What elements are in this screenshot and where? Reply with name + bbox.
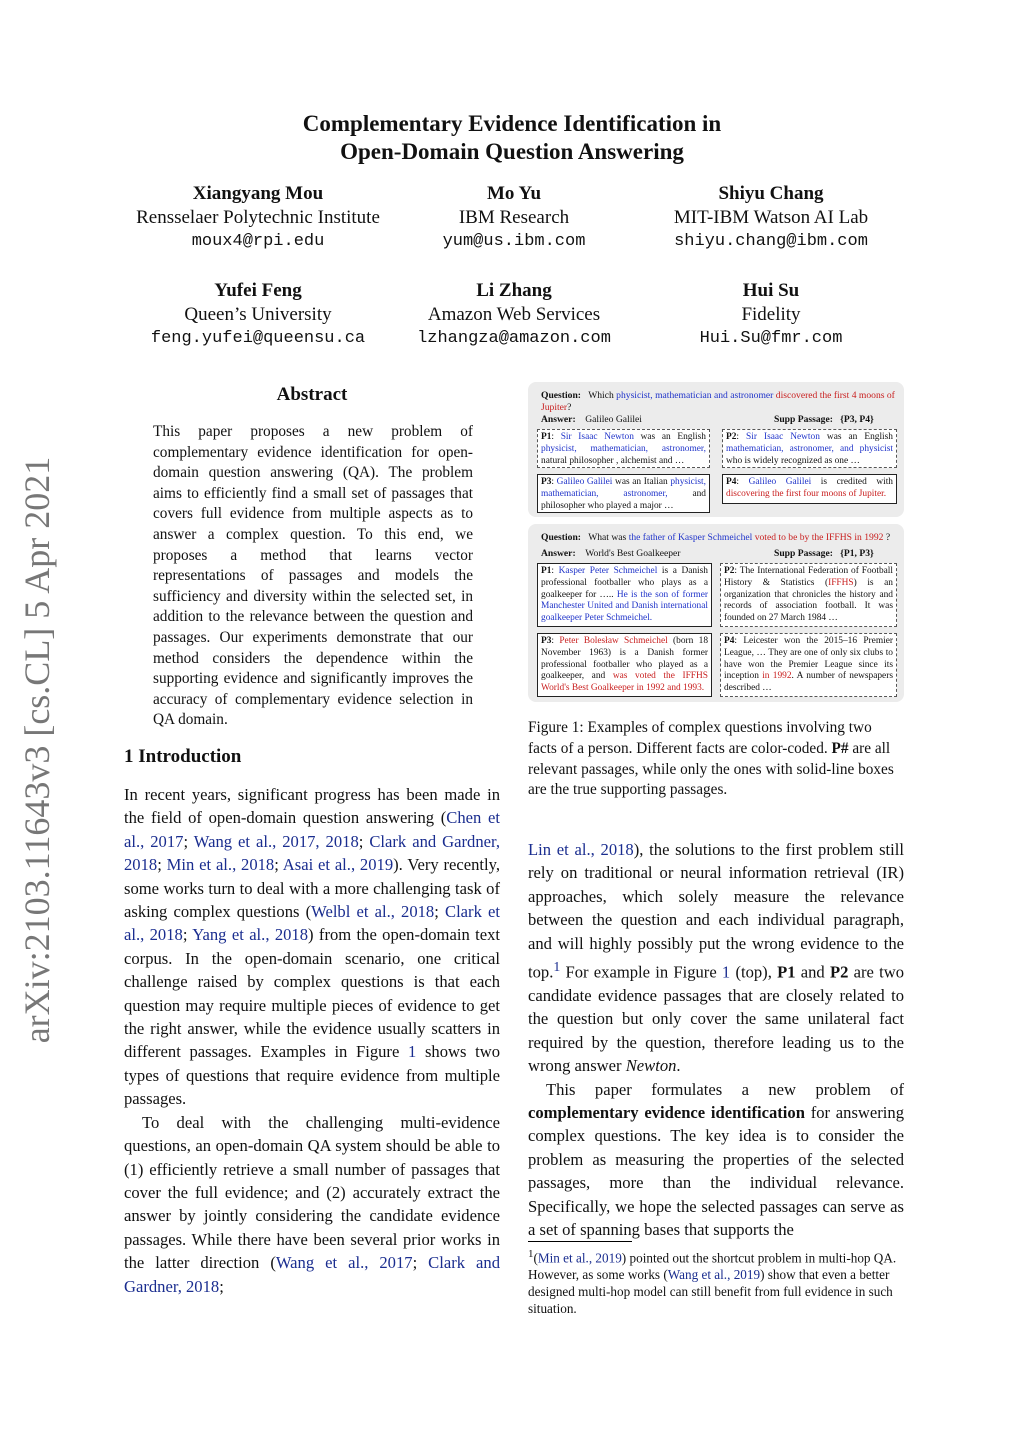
text-span: Galileo Galilei [556, 477, 613, 487]
author-email: moux4@rpi.edu [191, 232, 325, 251]
passage-label: P2 [724, 566, 735, 576]
text-span: For example in Figure [560, 962, 722, 982]
author-affiliation: MIT-IBM Watson AI Lab [673, 207, 869, 228]
passage-label: P4 [726, 477, 737, 487]
text-span: Kasper Peter Schmeichel [558, 566, 658, 576]
text-span: was an English [633, 432, 706, 442]
text-span: the father of Kasper Schmeichel [628, 532, 753, 543]
passage-box: P4: Galileo Galilei is credited with discovering the first four moons of Jupiter. [722, 474, 897, 504]
passage-label: P3 [541, 477, 552, 487]
passage-box: P1: Sir Isaac Newton was an English physicist, mathematician, astronomer, natural philosopher , alchemist and … [537, 429, 710, 468]
text-span: discovered the first 4 moons of Jupiter [541, 390, 895, 413]
intro-paragraph-1: In recent years, significant progress has been made in the field of open-domain question answering (Chen et al., 2017; Wang et al., 2017, 2018; Clark and Gardner, 2018; Min et al., 2018; Asai et al., 2019). Very recently, some works turn to deal with a more challenging task of asking complex questions (Welbl et al., 2018; Clark et al., 2018; Yang et al., 2018) from the open-domain text corpus. In the open-domain scenario, one critical challenge raised by complex questions is that each question may require multiple pieces of evidence to get the right answer, while the evidence usually scatters in different passages. Examples in Figure 1 shows two types of questions that require evidence from multiple passages. [124, 785, 500, 1109]
passage-label: P4 [724, 636, 735, 646]
text-span: (top), [730, 962, 778, 982]
author-affiliation: Rensselaer Polytechnic Institute [136, 207, 380, 228]
text-span: is credited with [811, 477, 893, 487]
text-span: This paper formulates a new problem of [546, 1079, 904, 1099]
passage-box: P3: Galileo Galilei was an Italian physicist, mathematician, astronomer, and philosopher who played a major … [537, 474, 710, 513]
footnote-number: 1 [528, 1248, 534, 1260]
author-name: Shiyu Chang [718, 183, 824, 204]
text-span: physicist, mathematician, astronomer, [541, 443, 706, 454]
author-affiliation: Queen’s University [184, 304, 332, 325]
figure-answer [541, 548, 741, 560]
intro-column-right [528, 838, 904, 1241]
text-span: ; [219, 1276, 224, 1296]
figure-question [541, 532, 897, 544]
text-span: complementary evidence identification [528, 1103, 805, 1122]
citation-link[interactable]: Yang et al., 2018 [192, 925, 309, 945]
text-span: physicist, mathematician, astronomer, [541, 477, 707, 499]
passage-label: P1 [541, 432, 552, 442]
author-name: Li Zhang [476, 280, 552, 301]
passage-label: P1 [541, 566, 552, 576]
text-span: pointed out the shortcut problem in multi-hop QA. However, as some works ( [528, 1250, 897, 1283]
passage-box [720, 633, 897, 697]
text-span: ), the solutions to the first problem still rely on traditional or neural information retrieval (IR) approaches, which solely measure the relevance between the question and each individual paragraph, and will highly possibly put the wrong evidence to the top. [528, 840, 904, 982]
paper-title [0, 110, 1024, 166]
question-label: Question: [541, 390, 581, 401]
text-span: Peter Bolesław Schmeichel [559, 636, 668, 646]
author-affiliation: Fidelity [741, 304, 801, 325]
text-span: was an Italian [612, 477, 671, 487]
text-span: Sir Isaac Newton [746, 432, 820, 442]
passage-box: P1: Kasper Peter Schmeichel is a Danish professional footballer who plays as a goalkeeper for ….. He is the son of former Manchester United and Danish international goalkeeper Peter Schmeichel. [537, 563, 712, 627]
text-span: Galileo Galilei [748, 477, 812, 487]
citation-link[interactable]: Wang et al., 2017 [275, 1253, 413, 1273]
citation-link[interactable]: Clark and Gardner, 2018 [124, 831, 500, 875]
text-span: {P1, P3} [840, 548, 874, 559]
author-block [364, 279, 664, 351]
text-span: ? [567, 402, 572, 413]
figure-caption [528, 718, 904, 801]
text-span: In recent years, significant progress has been made in the field of open-domain question answering ( [124, 785, 500, 828]
author-block [108, 279, 408, 351]
text-span: P1 [777, 962, 796, 982]
text-span: natural philosopher , alchemist and … [541, 455, 685, 466]
text-span: . [676, 1056, 681, 1076]
supp-label: Supp Passage: [774, 414, 833, 425]
text-span: and [795, 962, 830, 982]
text-span: Which [588, 390, 617, 401]
intro-paragraph-3 [528, 1078, 904, 1242]
passage-label: P2 [726, 432, 737, 442]
title-line-1: Complementary Evidence Identification in [302, 111, 722, 136]
text-span: mathematician, astronomer, and physicist [726, 443, 893, 454]
text-span: voted to be by the IFFHS in 1992 [754, 532, 884, 543]
passage-box: P2: Sir Isaac Newton was an English mathematician, astronomer, and physicist who is widely recognized as one … [722, 429, 897, 468]
text-span: Figure 1: Examples of complex questions involving two facts of a person. Different facts are color-coded. [528, 719, 872, 757]
citation-link[interactable]: Asai et al., 2019 [282, 855, 394, 875]
footnote-rule [528, 1241, 632, 1242]
citation-link[interactable]: Min et al., 2019 [537, 1250, 622, 1266]
text-span: and philosopher who played a major … [541, 488, 706, 511]
intro-paragraph-2: To deal with the challenging multi-evidence questions, an open-domain QA system should be able to (1) efficiently retrieve a small number of passages that cover the full evidence; and (2) accurately extract the answer by jointly considering the candidate evidence passages. While there have been several prior works in the latter direction (Wang et al., 2017; Clark and Gardner, 2018; [124, 1112, 500, 1296]
author-block [621, 182, 921, 254]
text-span: shows two types of questions that require evidence from multiple passages. [124, 1042, 500, 1109]
author-affiliation: IBM Research [458, 207, 570, 228]
citation-link[interactable]: Lin et al., 2018 [528, 840, 634, 859]
text-span: What was [588, 532, 629, 543]
passage-box: P3: Peter Bolesław Schmeichel (born 18 November 1963) is a Danish former professional footballer who played as a goalkeeper, and was voted the IFFHS World's Best Goalkeeper in 1992 and 1993. [537, 633, 712, 697]
text-span: P2 [829, 962, 849, 982]
citation-link[interactable]: Wang et al., 2019 [667, 1267, 761, 1283]
citation-link[interactable]: Min et al., 2018 [166, 855, 275, 875]
citation-link[interactable]: Welbl et al., 2018 [311, 902, 435, 922]
text-span: ) from the open-domain text corpus. In the open-domain scenario, one critical challenge raised by complex questions is that each question may require multiple pieces of evidence to get the right answer, while the evidence usually scatters in different passages. Examples in Figure [124, 925, 500, 1062]
section-heading: 1 Introduction [124, 746, 242, 767]
footnote: $^1$(Min et al., 2019) pointed out the shortcut problem in multi-hop QA. However, as some works (Wang et al., 2019) show that even a better designed multi-hop model can still benefit from full evidence in such situation. [528, 1248, 897, 1317]
passage-label: P3 [541, 636, 552, 646]
arxiv-id: arXiv:2103.11643v3 [cs.CL] 5 Apr 2021 [17, 456, 57, 1044]
text-span: To deal with the challenging multi-evidence questions, an open-domain QA system should be able to (1) efficiently retrieve a small number of passages that cover the full evidence; and (2) accurately extract the answer by jointly considering the candidate evidence passages. While there have been several prior works in the latter direction ( [124, 1112, 500, 1273]
text-span: was an English [819, 432, 893, 442]
figure-ref-link[interactable]: 1 [721, 962, 731, 982]
text-span: discovering the first four moons of Jupiter. [726, 488, 887, 499]
text-span: in 1992 [762, 671, 792, 682]
citation-link[interactable]: Wang et al., 2017, 2018 [193, 831, 359, 851]
author-name: Xiangyang Mou [192, 183, 324, 204]
answer-label: Answer: [541, 414, 576, 425]
arxiv-stamp [12, 456, 62, 1044]
text-span: {P3, P4} [840, 414, 874, 425]
text-span: . A number of newspapers described … [724, 671, 893, 694]
text-span: P# [831, 739, 849, 757]
text-span: World's Best Goalkeeper [585, 548, 681, 559]
author-affiliation: Amazon Web Services [427, 304, 601, 325]
text-span: physicist, mathematician and astronomer [616, 390, 774, 401]
author-name: Yufei Feng [214, 280, 302, 301]
author-email: feng.yufei@queensu.ca [150, 329, 366, 348]
intro-column-left [124, 783, 500, 1298]
text-span: The International Federation of Football History & Statistics ( [724, 566, 894, 588]
text-span: : Leicester won the 2015–16 Premier League, … They are one of only six clubs to have won the Premier League since its inception [724, 636, 893, 682]
figure-supp [774, 548, 899, 560]
abstract-text: This paper proposes a new problem of complementary evidence identification for open-domain question answering (QA). The problem aims to efficiently find a small set of passages that covers full evidence from multiple aspects as to answer a complex question. To this end, we proposes a method that learns vector representations of passages and models the sufficiency and diversity within the selected set, in addition to the relevance between the question and passages. Our experiments demonstrate that our method considers the dependence within the supporting evidence and significantly improves the accuracy of complementary evidence selection in QA domain. [153, 423, 473, 729]
supp-label: Supp Passage: [774, 548, 833, 559]
figure-supp [774, 414, 899, 426]
text-span: ). Very recently, some works turn to deal with a more challenging task of asking complex questions ( [124, 855, 500, 922]
author-block [621, 279, 921, 351]
text-span: He is the son of former Manchester United and Danish international goalkeeper Peter Schmeichel. [541, 589, 708, 624]
author-name: Mo Yu [486, 183, 542, 204]
citation-link[interactable]: Clark et al., 2018 [124, 902, 500, 945]
title-line-2: Open-Domain Question Answering [340, 139, 684, 164]
author-block [108, 182, 408, 254]
figure-answer [541, 414, 711, 426]
figure-ref-link[interactable]: 1 [408, 1042, 417, 1062]
author-email: yum@us.ibm.com [442, 232, 586, 251]
text-span: (born 18 November 1963) is a Danish former professional footballer who played as a goalkeeper, and [541, 636, 709, 682]
text-span: for answering complex questions. The key idea is to consider the problem as measuring the properties of the selected passages, more than the individual relevance. Specifically, we hope the selected passages can serve as a set of spanning bases that supports the [528, 1103, 904, 1240]
citation-link[interactable]: Chen et al., 2017 [124, 808, 500, 851]
abstract-heading: Abstract [276, 384, 348, 405]
author-name: Hui Su [742, 280, 800, 301]
passage-box: P2: The International Federation of Football History & Statistics (IFFHS) is an organization that chronicles the history and records of association football. It was founded on 27 March 1984 … [720, 563, 897, 627]
intro-paragraph-continued [528, 838, 904, 1078]
figure-question [541, 390, 897, 414]
author-block [364, 182, 664, 254]
text-span: ) is an organization that chronicles the history and records of association football. It was founded on 27 March 1984 … [724, 577, 893, 624]
text-span: are two candidate evidence passages that are closely related to the question but only cover the same unilateral fact required by the question, therefore leading us to the wrong answer [528, 962, 904, 1076]
question-label: Question: [541, 532, 581, 543]
text-span: is a Danish professional footballer who plays as a goalkeeper for ….. [541, 566, 708, 600]
author-email: Hui.Su@fmr.com [699, 329, 843, 348]
text-span: who is widely recognized as one … [726, 455, 860, 466]
text-span: ? [883, 532, 891, 543]
text-span: IFFHS [828, 577, 854, 588]
citation-link[interactable]: Clark and Gardner, 2018 [124, 1253, 500, 1296]
text-span: was voted the IFFHS World's Best Goalkeeper in 1992 and 1993. [541, 671, 708, 694]
footnote-mark[interactable]: 1 [553, 959, 561, 975]
answer-label: Answer: [541, 548, 576, 559]
text-span: Newton [625, 1056, 677, 1076]
author-email: lzhangza@amazon.com [417, 329, 611, 348]
text-span: are all relevant passages, while only the ones with solid-line boxes are the true supporting passages. [528, 739, 894, 799]
text-span: ) show that even a better designed multi-hop model can still benefit from full evidence in such situation. [528, 1267, 893, 1317]
author-email: shiyu.chang@ibm.com [674, 232, 868, 251]
text-span: Sir Isaac Newton [560, 432, 634, 442]
text-span: Galileo Galilei [585, 414, 642, 425]
